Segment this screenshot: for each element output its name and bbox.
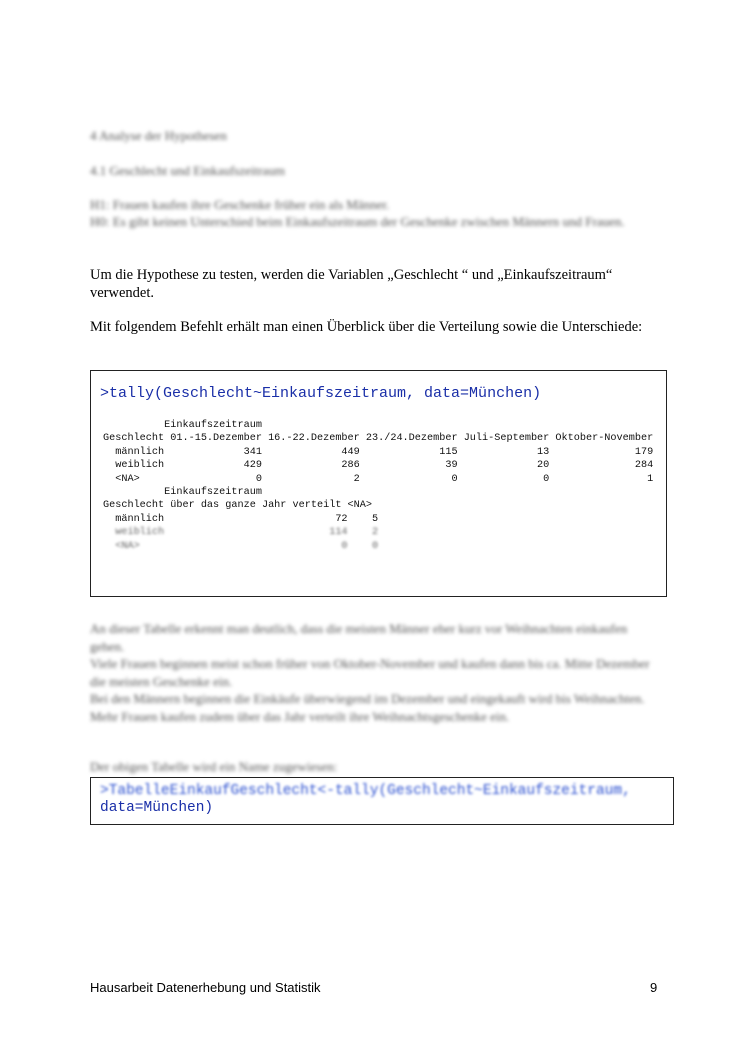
r-assign-line-2: data=München) — [100, 800, 214, 816]
interpretation-line: Bei den Männern beginnen die Einkäufe überwiegend im Dezember und eingekauft wird bis Weihnachten. Mehr Frauen kaufen zudem über das Jahr verteilt ihre Weihnachtsgeschenke ein. — [90, 691, 645, 724]
page-number: 9 — [650, 980, 658, 995]
subsection-heading: 4.1 Geschlecht und Einkaufszeitraum — [90, 163, 285, 178]
tally-row-weiblich-2: weiblich 114 2 — [103, 527, 379, 539]
tally-row-maennlich-2: männlich 72 5 — [103, 513, 379, 525]
tally-output-line: Einkaufszeitraum — [103, 420, 262, 431]
tally-output-header-2: Geschlecht über das ganze Jahr verteilt <NA> — [103, 500, 372, 512]
hypotheses — [90, 196, 660, 230]
para-command-intro: Mit folgendem Befehlt erhält man einen Überblick über die Verteilung sowie die Unterschiede: — [90, 319, 643, 335]
r-output-box — [90, 370, 667, 597]
tally-row-na: <NA> 0 2 0 0 1 — [103, 473, 654, 485]
r-assign-box — [90, 777, 674, 825]
tally-output-line: Einkaufszeitraum — [103, 487, 262, 499]
tally-row-na-2: <NA> 0 0 — [103, 540, 379, 552]
interpretation-line: Viele Frauen beginnen meist schon früher von Oktober-November und kaufen dann bis ca. Mitte Dezember die meisten Geschenke ein. — [90, 656, 650, 689]
hypothesis-h0: H0: Es gibt keinen Unterschied beim Einkaufszeitraum der Geschenke zwischen Männern und Frauen. — [90, 214, 625, 229]
footer-title: Hausarbeit Datenerhebung und Statistik — [90, 980, 321, 995]
r-assign-line-1: >TabelleEinkaufGeschlecht<-tally(Geschlecht~Einkaufszeitraum, — [100, 783, 631, 799]
tally-row-weiblich: weiblich 429 286 39 20 284 — [103, 460, 654, 472]
interpretation-line: An dieser Tabelle erkennt man deutlich, dass die meisten Männer eher kurz vor Weihnachten einkaufen gehen. — [90, 621, 628, 654]
hypothesis-h1: H1: Frauen kaufen ihre Geschenke früher ein als Männer. — [90, 197, 390, 212]
tally-output-header: Geschlecht 01.-15.Dezember 16.-22.Dezember 23./24.Dezember Juli-September Oktober-November — [103, 433, 654, 445]
para-variables: Um die Hypothese zu testen, werden die Variablen „Geschlecht “ und „Einkaufszeitraum“ verwendet. — [90, 267, 613, 301]
para-interpretation — [90, 620, 660, 725]
r-command: >tally(Geschlecht~Einkaufszeitraum, data=München) — [100, 385, 542, 402]
tally-row-maennlich: männlich 341 449 115 13 179 — [103, 446, 654, 458]
section-heading: 4 Analyse der Hypothesen — [90, 128, 227, 143]
tally-output — [103, 419, 663, 553]
para-name-assign: Der obigen Tabelle wird ein Name zugewiesen: — [90, 759, 338, 774]
